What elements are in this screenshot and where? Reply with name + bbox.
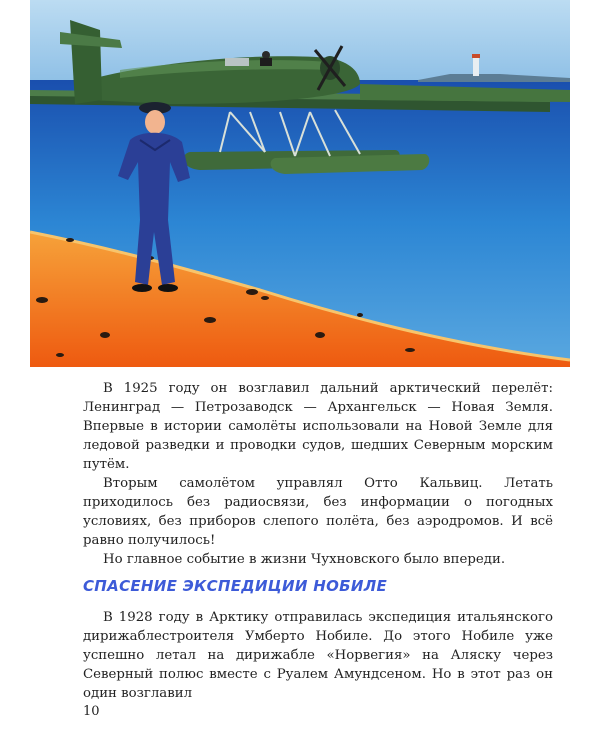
page-number: 10 bbox=[83, 704, 100, 719]
top-paragraphs bbox=[83, 379, 553, 569]
illustration-svg bbox=[30, 0, 570, 367]
seaplane-illustration bbox=[30, 0, 570, 367]
paragraph: В 1925 году он возглавил дальний арктический перелёт: Ленинград — Петрозаводск — Архангельск — Новая Земля. Впервые в истории самолёты использовали на Новой Земле для ледовой разведки и проводки судов, шедших Северным морским путём. bbox=[83, 381, 553, 472]
paragraph: В 1928 году в Арктику отправилась экспедиция итальянского дирижаблестроителя Умберто Нобиле. До этого Нобиле уже успешно летал на дирижабле «Норвегия» на Аляску через Северный полюс вместе с Руалем Амундсеном. Но в этот раз он один возглавил bbox=[83, 610, 553, 701]
lighthouse bbox=[473, 56, 479, 76]
paragraph: Вторым самолётом управлял Отто Кальвиц. Летать приходилось без радиосвязи, без информации о погодных условиях, без приборов слепого полёта, без аэродромов. И всё равно получилось! bbox=[83, 476, 553, 548]
paragraph: Но главное событие в жизни Чухновского было впереди. bbox=[103, 552, 506, 567]
bottom-paragraphs bbox=[83, 608, 553, 703]
section-heading: СПАСЕНИЕ ЭКСПЕДИЦИИ НОБИЛЕ bbox=[83, 577, 388, 595]
